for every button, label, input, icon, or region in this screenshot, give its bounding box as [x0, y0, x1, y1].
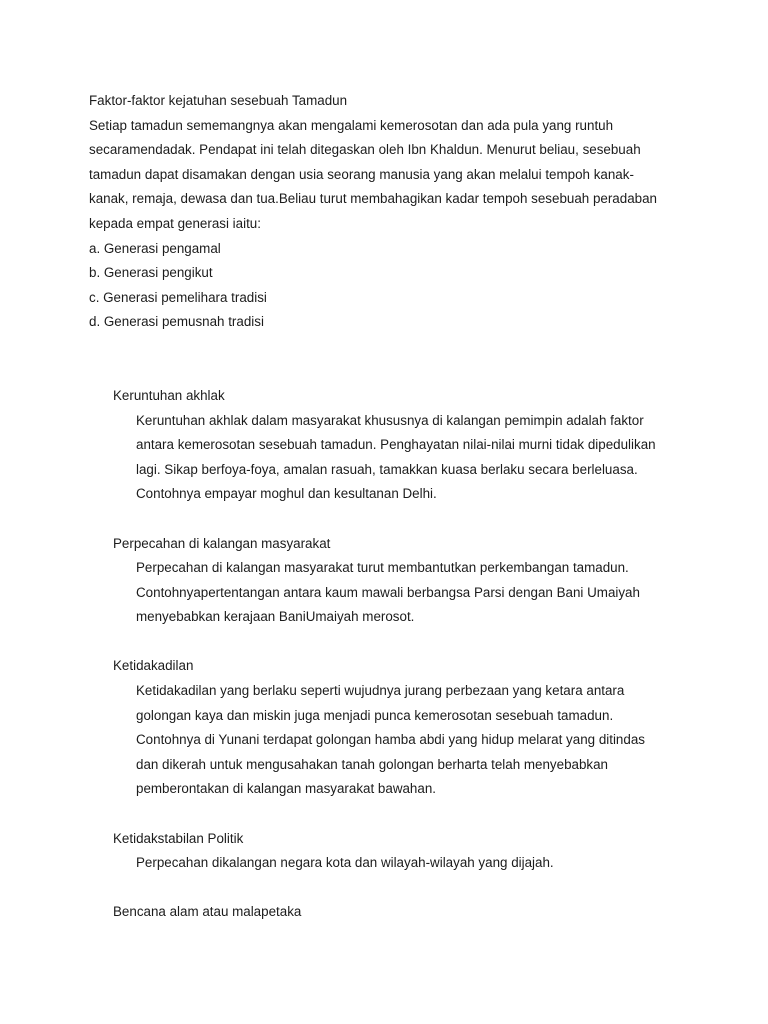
section-body: [113, 409, 656, 507]
section-heading: Keruntuhan akhlak: [113, 387, 225, 403]
section-line: dan dikerah untuk mengusahakan tanah golongan berharta telah menyebabkan: [136, 756, 609, 772]
generation-list: [89, 237, 689, 335]
section-line: Ketidakadilan yang berlaku seperti wujudnya jurang perbezaan yang ketara antara: [136, 683, 625, 699]
sections-container: [0, 384, 768, 925]
section-heading: Perpecahan di kalangan masyarakat: [113, 535, 331, 551]
intro-line: tamadun dapat disamakan dengan usia seorang manusia yang akan melalui tempoh kanak-: [89, 166, 634, 182]
section-keruntuhan-akhlak: [113, 384, 673, 507]
section-line: menyebabkan kerajaan BaniUmaiyah merosot.: [136, 609, 415, 625]
section-line: Perpecahan di kalangan masyarakat turut membantutkan perkembangan tamadun.: [136, 560, 629, 576]
section-bencana-alam: [113, 900, 673, 925]
intro-line: kepada empat generasi iaitu:: [89, 215, 261, 231]
section-heading: Ketidakstabilan Politik: [113, 830, 244, 846]
generation-item: a. Generasi pengamal: [89, 240, 221, 256]
section-line: Contohnya di Yunani terdapat golongan hamba abdi yang hidup melarat yang ditindas: [136, 732, 645, 748]
section-line: Contohnyapertentangan antara kaum mawali berbangsa Parsi dengan Bani Umaiyah: [136, 584, 640, 600]
section-line: lagi. Sikap berfoya-foya, amalan rasuah, tamakkan kuasa berlaku secara berleluasa.: [136, 461, 638, 477]
section-body: [113, 679, 656, 802]
intro-line: secaramendadak. Pendapat ini telah ditegaskan oleh Ibn Khaldun. Menurut beliau, sesebuah: [89, 142, 641, 158]
intro-block: [89, 89, 689, 335]
section-heading: Bencana alam atau malapetaka: [113, 904, 302, 920]
section-body: [113, 851, 656, 876]
generation-item: b. Generasi pengikut: [89, 265, 213, 281]
section-line: Keruntuhan akhlak dalam masyarakat khususnya di kalangan pemimpin adalah faktor: [136, 412, 644, 428]
section-perpecahan: [113, 532, 673, 630]
section-line: pemberontakan di kalangan masyarakat bawahan.: [136, 781, 436, 797]
section-body: [113, 556, 656, 630]
intro-line: Setiap tamadun sememangnya akan mengalami kemerosotan dan ada pula yang runtuh: [89, 117, 614, 133]
generation-item: d. Generasi pemusnah tradisi: [89, 314, 264, 330]
section-ketidakadilan: [113, 654, 673, 802]
generation-item: c. Generasi pemelihara tradisi: [89, 289, 267, 305]
section-line: Perpecahan dikalangan negara kota dan wilayah-wilayah yang dijajah.: [136, 855, 554, 871]
section-ketidakstabilan-politik: [113, 827, 673, 876]
intro-line: kanak, remaja, dewasa dan tua.Beliau turut membahagikan kadar tempoh sesebuah peradaban: [89, 191, 657, 207]
section-heading: Ketidakadilan: [113, 658, 194, 674]
section-line: Contohnya empayar moghul dan kesultanan Delhi.: [136, 486, 437, 502]
section-line: golongan kaya dan miskin juga menjadi punca kemerosotan sesebuah tamadun.: [136, 707, 614, 723]
document-title: Faktor-faktor kejatuhan sesebuah Tamadun: [89, 93, 348, 108]
section-line: antara kemerosotan sesebuah tamadun. Penghayatan nilai-nilai murni tidak dipedulikan: [136, 437, 656, 453]
